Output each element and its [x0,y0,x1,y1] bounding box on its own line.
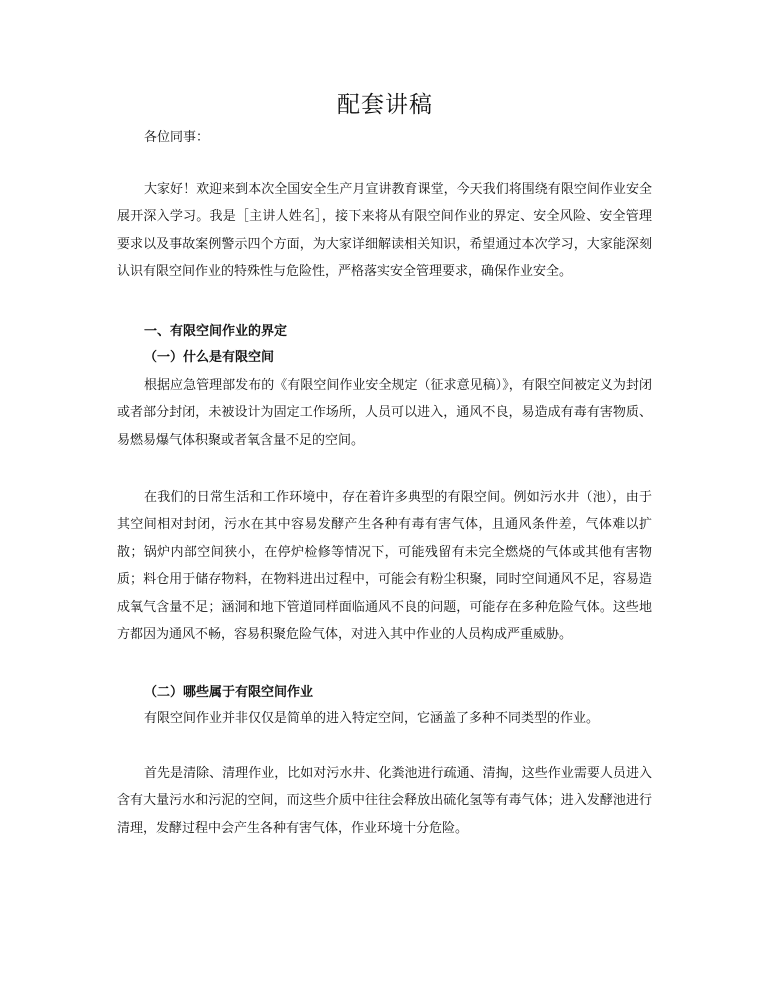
intro-paragraph: 大家好！欢迎来到本次全国安全生产月宣讲教育课堂，今天我们将围绕有限空间作业安全展开深入学习。我是［主讲人姓名］，接下来将从有限空间作业的界定、安全风险、安全管理要求以及事故案例警示四个方面，为大家详细解读相关知识，希望通过本次学习，大家能深刻认识有限空间作业的特殊性与危险性，严格落实安全管理要求，确保作业安全。 [117,182,652,280]
salutation: 各位同事： [144,130,210,145]
scope-paragraph: 有限空间作业并非仅仅是简单的进入特定空间，它涵盖了多种不同类型的作业。 [144,711,600,726]
section-heading-definition: 一、有限空间作业的界定 [144,324,288,339]
subsection-heading-which-operations: （二）哪些属于有限空间作业 [144,685,314,700]
page-title: 配套讲稿 [337,92,433,118]
subsection-heading-what-is: （一）什么是有限空间 [144,350,275,365]
examples-paragraph: 在我们的日常生活和工作环境中，存在着许多典型的有限空间。例如污水井（池），由于其空间相对封闭，污水在其中容易发酵产生各种有毒有害气体，且通风条件差，气体难以扩散；锅炉内部空间狭小，在停炉检修等情况下，可能残留有未完全燃烧的气体或其他有害物质；料仓用于储存物料，在物料进出过程中，可能会有粉尘积聚，同时空间通风不足，容易造成氧气含量不足；涵洞和地下管道同样面临通风不良的问题，可能存在多种危险气体。这些地方都因为通风不畅，容易积聚危险气体，对进入其中作业的人员构成严重威胁。 [117,490,652,643]
definition-paragraph: 根据应急管理部发布的《有限空间作业安全规定（征求意见稿）》，有限空间被定义为封闭或者部分封闭，未被设计为固定工作场所，人员可以进入，通风不良，易造成有毒有害物质、易燃易爆气体积聚或者氧含量不足的空间。 [117,378,652,448]
cleaning-paragraph: 首先是清除、清理作业，比如对污水井、化粪池进行疏通、清掏，这些作业需要人员进入含有大量污水和污泥的空间，而这些介质中往往会释放出硫化氢等有毒气体；进入发酵池进行清理，发酵过程中会产生各种有害气体，作业环境十分危险。 [117,766,652,836]
